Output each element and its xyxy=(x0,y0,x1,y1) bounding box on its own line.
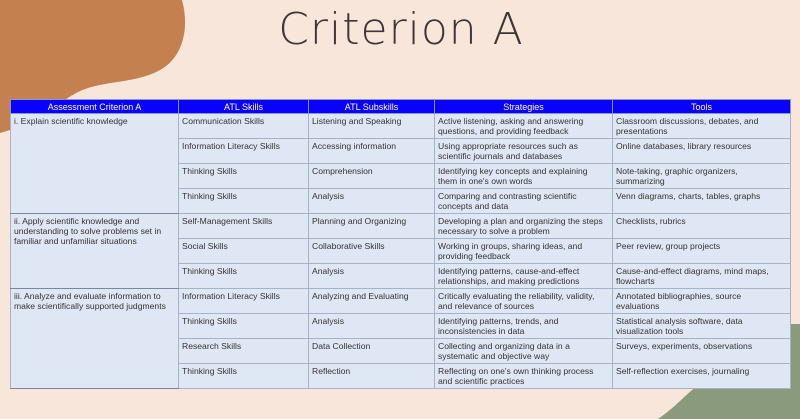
atl-subskill-cell: Analyzing and Evaluating xyxy=(309,289,435,314)
strategy-cell: Using appropriate resources such as scientific journals and databases xyxy=(435,139,613,164)
strategy-cell: Developing a plan and organizing the steps necessary to solve a problem xyxy=(435,214,613,239)
strategy-cell: Identifying patterns, cause-and-effect relationships, and making predictions xyxy=(435,264,613,289)
header-tools: Tools xyxy=(613,100,791,114)
atl-skill-cell: Thinking Skills xyxy=(179,364,309,389)
header-strategies: Strategies xyxy=(435,100,613,114)
criterion-cell: iii. Analyze and evaluate information to make scientifically supported judgments xyxy=(11,289,179,389)
strategy-cell: Comparing and contrasting scientific concepts and data xyxy=(435,189,613,214)
strategy-cell: Collecting and organizing data in a systematic and objective way xyxy=(435,339,613,364)
atl-skill-cell: Thinking Skills xyxy=(179,264,309,289)
tools-cell: Surveys, experiments, observations xyxy=(613,339,791,364)
table-row xyxy=(11,114,791,139)
atl-skill-cell: Communication Skills xyxy=(179,114,309,139)
tools-cell: Online databases, library resources xyxy=(613,139,791,164)
strategy-cell: Working in groups, sharing ideas, and providing feedback xyxy=(435,239,613,264)
tools-cell: Venn diagrams, charts, tables, graphs xyxy=(613,189,791,214)
atl-subskill-cell: Comprehension xyxy=(309,164,435,189)
tools-cell: Self-reflection exercises, journaling xyxy=(613,364,791,389)
table-row xyxy=(11,214,791,239)
tools-cell: Cause-and-effect diagrams, mind maps, flowcharts xyxy=(613,264,791,289)
atl-subskill-cell: Analysis xyxy=(309,314,435,339)
header-criterion: Assessment Criterion A xyxy=(11,100,179,114)
tools-cell: Checklists, rubrics xyxy=(613,214,791,239)
atl-skill-cell: Thinking Skills xyxy=(179,164,309,189)
strategy-cell: Active listening, asking and answering questions, and providing feedback xyxy=(435,114,613,139)
atl-skill-cell: Self-Management Skills xyxy=(179,214,309,239)
strategy-cell: Reflecting on one's own thinking process and scientific practices xyxy=(435,364,613,389)
criterion-cell: i. Explain scientific knowledge xyxy=(11,114,179,214)
tools-cell: Peer review, group projects xyxy=(613,239,791,264)
atl-subskill-cell: Planning and Organizing xyxy=(309,214,435,239)
strategy-cell: Critically evaluating the reliability, validity, and relevance of sources xyxy=(435,289,613,314)
table-header xyxy=(11,100,791,114)
header-atl-skills: ATL Skills xyxy=(179,100,309,114)
tools-cell: Statistical analysis software, data visualization tools xyxy=(613,314,791,339)
atl-subskill-cell: Accessing information xyxy=(309,139,435,164)
criterion-cell: ii. Apply scientific knowledge and understanding to solve problems set in familiar and unfamiliar situations xyxy=(11,214,179,289)
strategy-cell: Identifying key concepts and explaining them in one's own words xyxy=(435,164,613,189)
atl-skill-cell: Social Skills xyxy=(179,239,309,264)
tools-cell: Classroom discussions, debates, and presentations xyxy=(613,114,791,139)
atl-subskill-cell: Analysis xyxy=(309,264,435,289)
atl-skill-cell: Research Skills xyxy=(179,339,309,364)
atl-skill-cell: Thinking Skills xyxy=(179,189,309,214)
tools-cell: Note-taking, graphic organizers, summarizing xyxy=(613,164,791,189)
strategy-cell: Identifying patterns, trends, and inconsistencies in data xyxy=(435,314,613,339)
atl-subskill-cell: Data Collection xyxy=(309,339,435,364)
atl-subskill-cell: Analysis xyxy=(309,189,435,214)
header-atl-subskills: ATL Subskills xyxy=(309,100,435,114)
table-row xyxy=(11,289,791,314)
tools-cell: Annotated bibliographies, source evaluations xyxy=(613,289,791,314)
header-row xyxy=(11,100,791,114)
atl-skill-cell: Information Literacy Skills xyxy=(179,139,309,164)
atl-subskill-cell: Reflection xyxy=(309,364,435,389)
page-title: Criterion A xyxy=(278,4,524,55)
atl-skill-cell: Information Literacy Skills xyxy=(179,289,309,314)
atl-subskill-cell: Collaborative Skills xyxy=(309,239,435,264)
atl-subskill-cell: Listening and Speaking xyxy=(309,114,435,139)
atl-skill-cell: Thinking Skills xyxy=(179,314,309,339)
table-body xyxy=(11,114,791,389)
criteria-table xyxy=(10,99,791,389)
